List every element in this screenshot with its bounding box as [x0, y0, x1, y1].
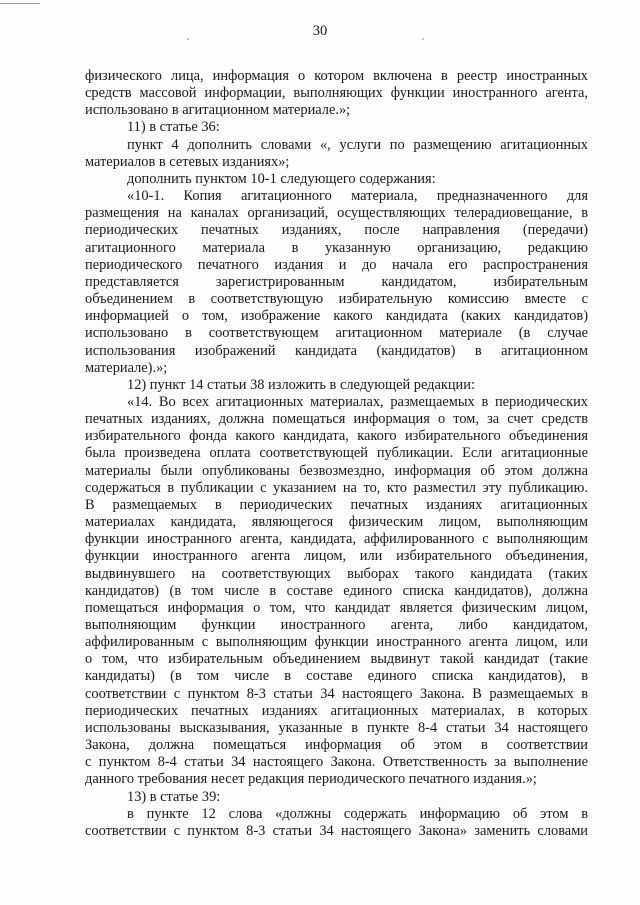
text-line: Закона, должна помещаться информация об этом в соответствии: [85, 737, 588, 754]
text-line: физического лица, информация о котором включена в реестр иностранных: [85, 68, 588, 84]
text-line: с пунктом 8-4 статьи 34 настоящего Закона. Ответственность за выполнение: [85, 754, 588, 771]
text-line: «10-1. Копия агитационного материала, предназначенного для: [127, 188, 588, 205]
scan-edge-mark: [0, 3, 40, 4]
text-line: использованы высказывания, указанные в пункте 8-4 статьи 34 настоящего: [85, 719, 588, 736]
text-line: избирательного фонда какого кандидата, какого избирательного объединения: [85, 428, 588, 445]
text-line: 12) пункт 14 статьи 38 изложить в следующей редакции:: [127, 376, 475, 393]
text-line: объединением в соответствующую избирательную комиссию вместе с: [85, 291, 588, 308]
text-line: данного требования несет редакция периодического печатного издания.»;: [85, 771, 537, 788]
text-line: агитационного материала в указанную организацию, редакцию: [85, 239, 588, 256]
text-line: кандидаты) (в том числе в составе единого списка кандидатов), в: [85, 668, 588, 685]
text-line: была произведена оплата соответствующей публикации. Если агитационные: [85, 445, 588, 462]
text-line: аффилированным с выполняющим функции иностранного агента лицом, или: [85, 634, 588, 651]
text-line: кандидатов) (в том числе в составе единого списка кандидатов), должна: [85, 582, 588, 599]
text-line: периодического печатного издания и до начала его распространения: [85, 256, 588, 273]
document-body: [85, 68, 588, 840]
paragraph: [85, 119, 588, 136]
text-line: выполняющим функции иностранного агента, либо кандидатом,: [85, 617, 588, 633]
text-line: средств массовой информации, выполняющих функции иностранного агента,: [85, 85, 588, 102]
paragraph: [85, 68, 588, 119]
text-line: материалы были опубликованы безвозмездно, информация об этом должна: [85, 462, 588, 479]
text-line: соответствии с пунктом 8-3 статьи 34 настоящего Закона. В размещаемых в: [85, 685, 588, 702]
text-line: использования изображений кандидата (кандидатов) в агитационном: [85, 342, 588, 359]
text-line: информацией о том, изображение какого кандидата (каких кандидатов): [85, 308, 588, 325]
text-line: 13) в статье 39:: [127, 788, 221, 805]
paragraph: [85, 188, 588, 377]
text-line: выдвинувшего на соответствующих выборах такого кандидата (таких: [85, 565, 588, 582]
text-line: соответствии с пунктом 8-3 статьи 34 настоящего Закона» заменить словами: [85, 822, 588, 839]
paragraph: [85, 377, 588, 394]
text-line: периодических печатных изданиях, после направления (передачи): [85, 222, 588, 239]
text-line: периодических печатных изданиях агитационных материалах, в которых: [85, 702, 588, 719]
text-line: 11) в статье 36:: [127, 119, 220, 136]
text-line: размещения на каналах организаций, осуществляющих телерадиовещание, в: [85, 205, 588, 222]
text-line: функции иностранного агента лицом, или избирательного объединения,: [85, 548, 588, 565]
text-line: о том, что избирательным объединением выдвинут такой кандидат (такие: [85, 651, 588, 668]
text-line: «14. Во всех агитационных материалах, размещаемых в периодических: [127, 393, 588, 410]
text-line: функции иностранного агента, кандидата, аффилированного с выполняющим: [85, 531, 588, 548]
text-line: В размещаемых в периодических печатных изданиях агитационных: [85, 496, 588, 513]
text-line: материалах кандидата, являющегося физическим лицом, выполняющим: [85, 514, 588, 531]
text-line: материале).»;: [85, 359, 168, 376]
text-line: помещаться информация о том, что кандидат является физическим лицом,: [85, 599, 588, 616]
text-line: дополнить пунктом 10-1 следующего содержания:: [127, 170, 436, 187]
paragraph: [85, 806, 588, 840]
text-line: в пункте 12 слова «должны содержать информацию об этом в: [127, 805, 588, 822]
text-line: представляется зарегистрированным кандидатом, избирательным: [85, 273, 588, 290]
text-line: пункт 4 дополнить словами «, услуги по размещению агитационных: [127, 136, 588, 153]
text-line: использовано в соответствующем агитационном материале (в случае: [85, 325, 588, 342]
text-line: материалов в сетевых изданиях»;: [85, 153, 290, 170]
page-number: 30: [312, 23, 328, 39]
paragraph: [85, 137, 588, 171]
paragraph: [85, 789, 588, 806]
text-line: использовано в агитационном материале.»;: [85, 102, 351, 119]
paragraph: [85, 171, 588, 188]
text-line: печатных изданиях, должна помещаться информация о том, за счет средств: [85, 411, 588, 428]
text-line: содержаться в публикации с указанием на то, кто разместил эту публикацию.: [85, 479, 588, 496]
paragraph: [85, 394, 588, 789]
